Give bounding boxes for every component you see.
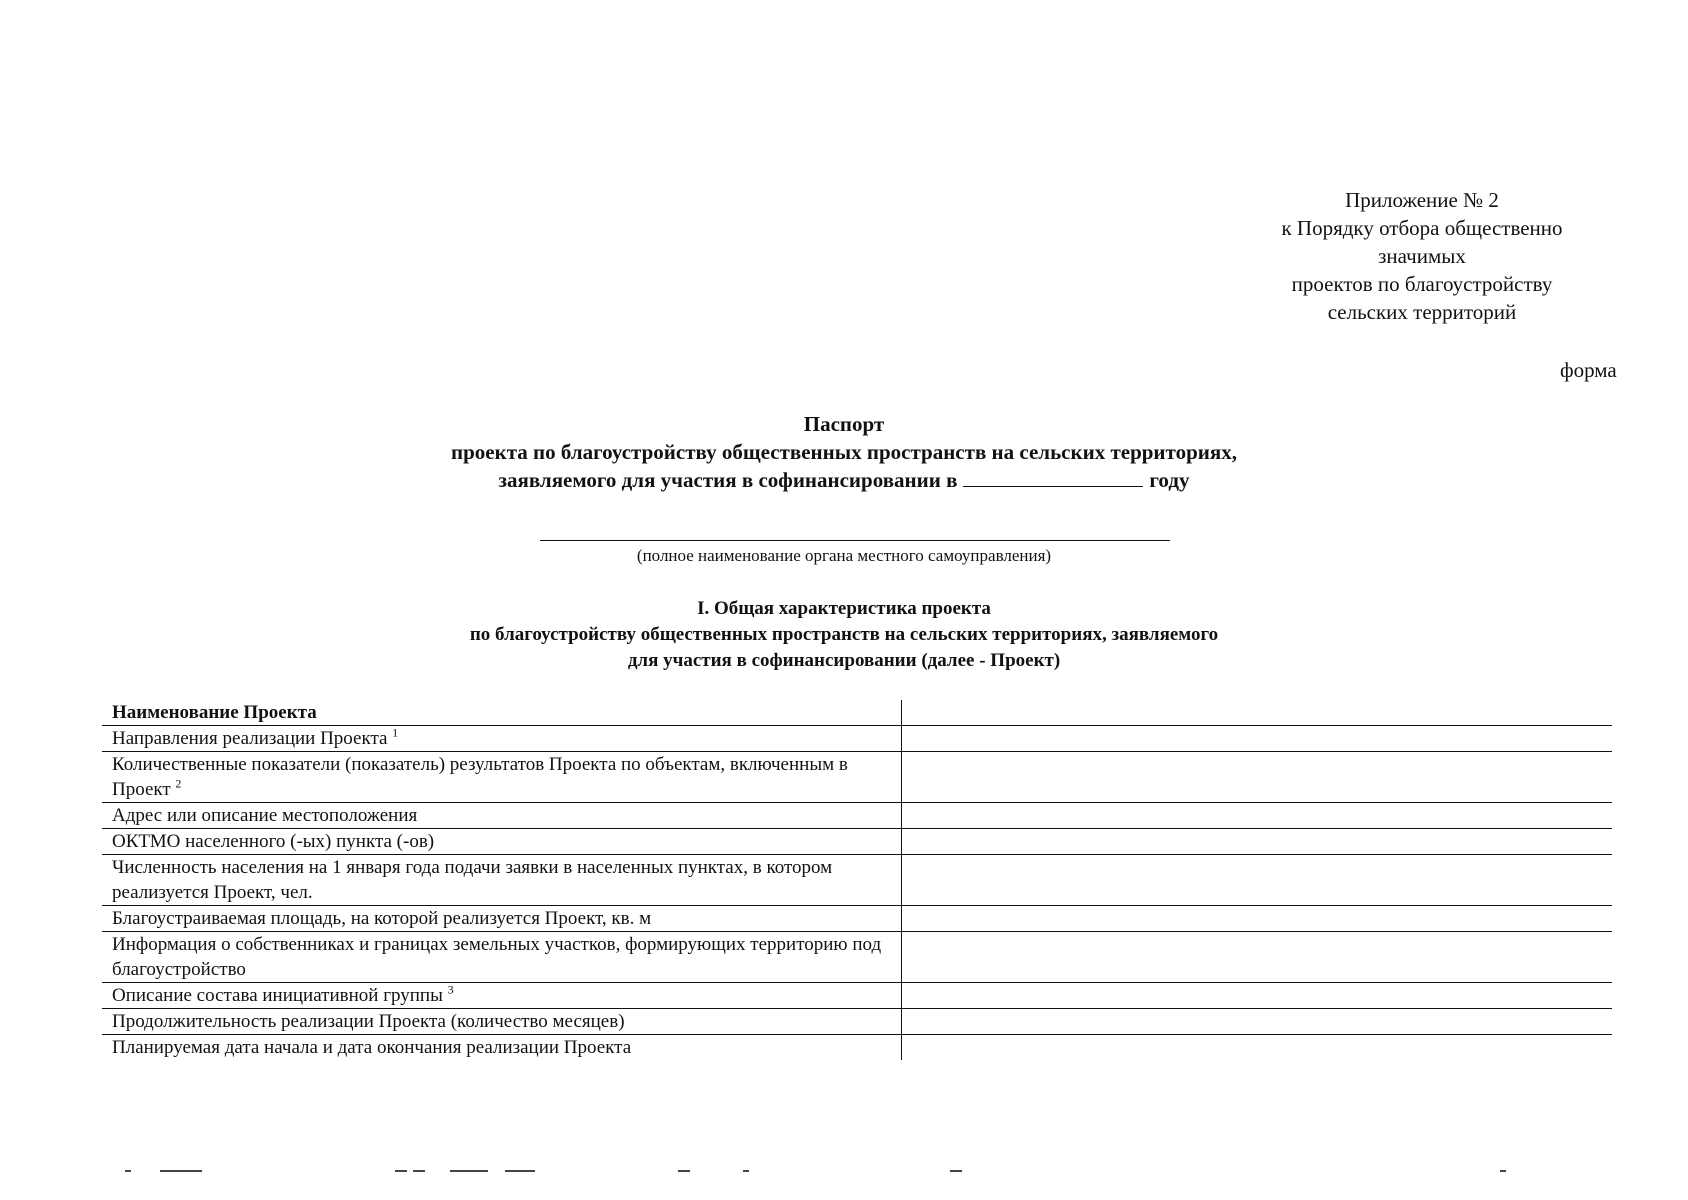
table-row xyxy=(102,1009,1612,1035)
title-line-3 xyxy=(0,466,1688,494)
table-row xyxy=(102,983,1612,1009)
row-label xyxy=(102,855,902,905)
year-blank-field[interactable] xyxy=(963,466,1143,487)
org-name-blank-line[interactable] xyxy=(540,540,1170,541)
section-line-3: для участия в софинансировании (далее - Проект) xyxy=(627,650,1061,671)
appendix-line: значимых xyxy=(1378,244,1466,268)
appendix-line: проектов по благоустройству xyxy=(1291,272,1553,296)
table-row xyxy=(102,829,1612,855)
title-line-1: Паспорт xyxy=(803,412,885,436)
title-line-2: проекта по благоустройству общественных пространств на сельских территориях, xyxy=(451,440,1237,464)
scan-artifacts xyxy=(0,1170,1688,1176)
row-label-text: Описание состава инициативной группы xyxy=(112,985,443,1006)
row-label-text: Планируемая дата начала и дата окончания реализации Проекта xyxy=(112,1037,632,1058)
row-value-cell[interactable] xyxy=(902,855,1612,905)
footnote-marker: 3 xyxy=(447,982,454,997)
row-label-text: Адрес или описание местоположения xyxy=(112,805,418,826)
appendix-note xyxy=(1262,186,1582,326)
row-value-cell[interactable] xyxy=(902,829,1612,854)
row-value-cell[interactable] xyxy=(902,906,1612,931)
form-label: форма xyxy=(1560,358,1617,382)
table-row xyxy=(102,932,1612,983)
row-label xyxy=(102,932,902,982)
table-row xyxy=(102,752,1612,803)
row-label-text: Информация о собственниках и границах земельных участков, формирующих территорию под благоустройство xyxy=(112,934,882,980)
table-row xyxy=(102,855,1612,906)
section-line-2: по благоустройству общественных пространств на сельских территориях, заявляемого xyxy=(469,624,1219,645)
footnote-marker: 1 xyxy=(392,725,399,740)
row-value-cell[interactable] xyxy=(902,1035,1612,1060)
appendix-line: к Порядку отбора общественно xyxy=(1281,216,1563,240)
row-value-cell[interactable] xyxy=(902,1009,1612,1034)
row-value-cell[interactable] xyxy=(902,752,1612,802)
section-line-1: I. Общая характеристика проекта xyxy=(697,598,991,619)
row-label xyxy=(102,1009,902,1034)
row-label xyxy=(102,726,902,751)
row-value-cell[interactable] xyxy=(902,803,1612,828)
row-label xyxy=(102,700,902,725)
appendix-line: Приложение № 2 xyxy=(1345,188,1499,212)
row-label-text: Продолжительность реализации Проекта (количество месяцев) xyxy=(112,1011,625,1032)
row-label-text: Численность населения на 1 января года подачи заявки в населенных пунктах, в котором реализуется Проект, чел. xyxy=(112,857,833,903)
appendix-line: сельских территорий xyxy=(1327,300,1517,324)
row-label-text: Количественные показатели (показатель) результатов Проекта по объектам, включенным в Проект xyxy=(112,754,848,800)
row-label xyxy=(102,829,902,854)
row-label xyxy=(102,1035,902,1060)
document-title xyxy=(0,410,1688,494)
title-line-3-before: заявляемого для участия в софинансировании в xyxy=(498,468,958,492)
footnote-marker: 2 xyxy=(175,776,182,791)
title-line-3-after: году xyxy=(1149,468,1190,492)
org-name-caption: (полное наименование органа местного самоуправления) xyxy=(636,546,1052,565)
row-value-cell[interactable] xyxy=(902,726,1612,751)
row-label xyxy=(102,803,902,828)
row-label-text: ОКТМО населенного (-ых) пункта (-ов) xyxy=(112,831,435,852)
row-label-text: Благоустраиваемая площадь, на которой реализуется Проект, кв. м xyxy=(112,908,652,929)
row-label-text: Наименование Проекта xyxy=(112,702,317,723)
table-row xyxy=(102,906,1612,932)
row-value-cell[interactable] xyxy=(902,700,1612,725)
row-label-text: Направления реализации Проекта xyxy=(112,728,388,749)
row-value-cell[interactable] xyxy=(902,983,1612,1008)
project-characteristics-table xyxy=(102,700,1612,1060)
table-row xyxy=(102,726,1612,752)
table-row xyxy=(102,803,1612,829)
section-heading xyxy=(0,596,1688,674)
row-label xyxy=(102,752,902,802)
table-row xyxy=(102,700,1612,726)
row-label xyxy=(102,983,902,1008)
row-label xyxy=(102,906,902,931)
row-value-cell[interactable] xyxy=(902,932,1612,982)
table-row xyxy=(102,1035,1612,1060)
